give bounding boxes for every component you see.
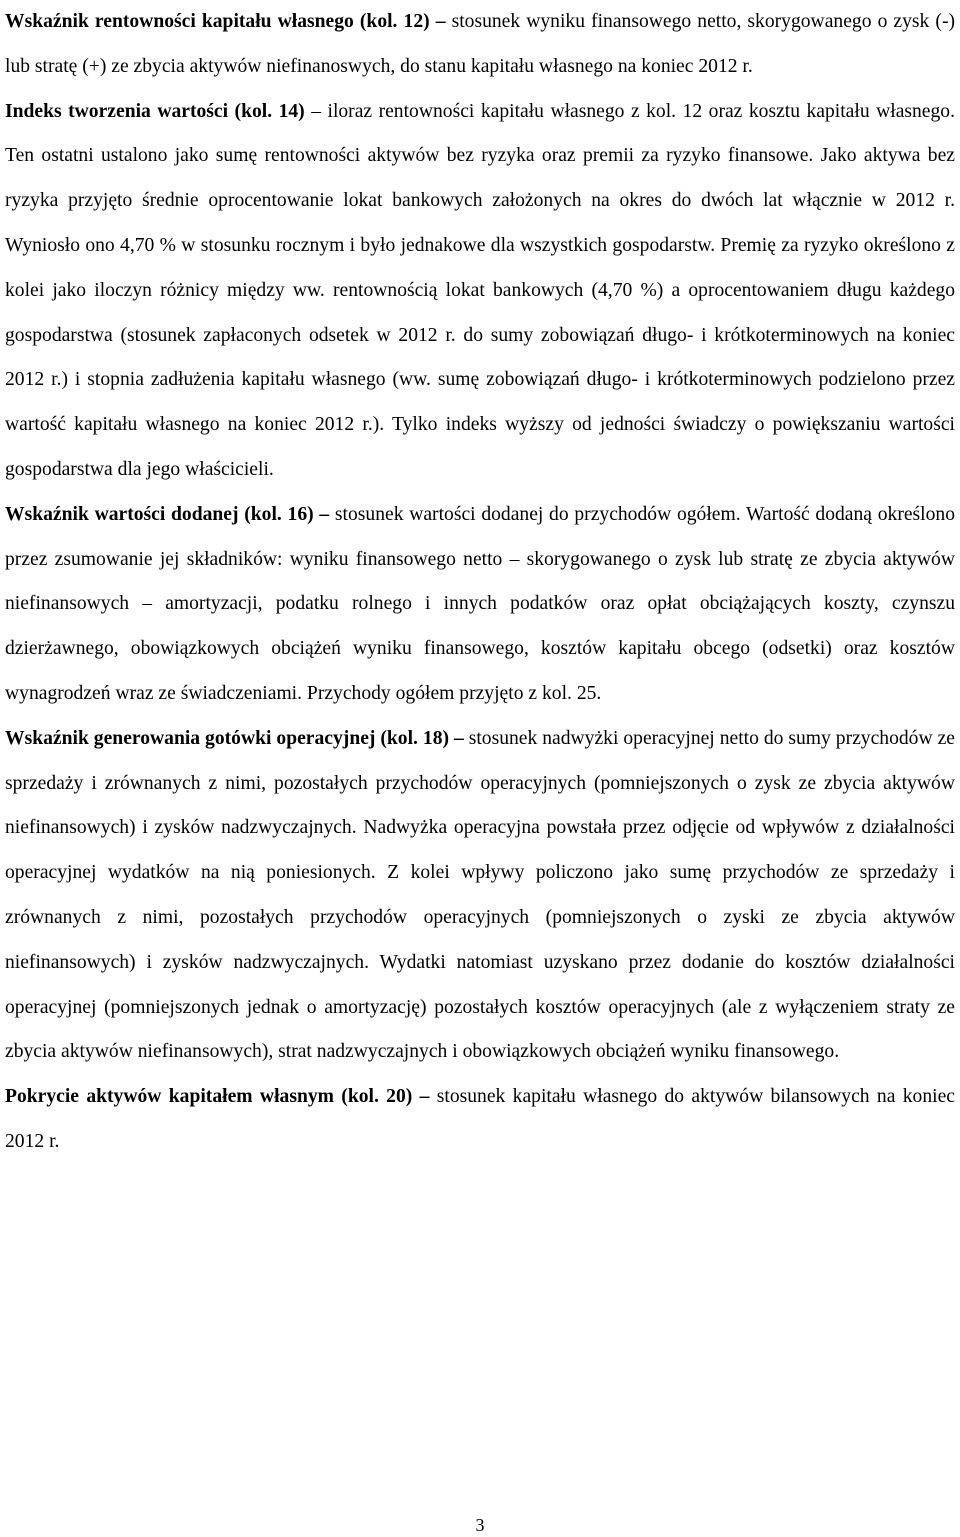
paragraph-value-added-ratio bbox=[5, 493, 955, 717]
term-value-creation-index: Indeks tworzenia wartości (kol. 14) bbox=[5, 100, 305, 122]
term-operating-cash-ratio: Wskaźnik generowania gotówki operacyjnej (kol. 18) – bbox=[5, 727, 464, 749]
paragraph-return-on-equity bbox=[5, 0, 955, 90]
paragraph-value-creation-index bbox=[5, 90, 955, 493]
term-equity-coverage: Pokrycie aktywów kapitałem własnym (kol. 20) – bbox=[5, 1086, 430, 1108]
definition-equity-coverage: stosunek kapitału własnego do aktywów bilansowych na koniec 2012 r. bbox=[5, 1086, 955, 1152]
definition-operating-cash-ratio: stosunek nadwyżki operacyjnej netto do sumy przychodów ze sprzedaży i zrównanych z nimi, pozostałych przychodów operacyjnych (pomniejszonych o zysk ze zbycia aktywów niefinansowych) i zysków nadzwyczajnych. Nadwyżka operacyjna powstała przez odjęcie od wpływów z działalności operacyjnej wydatków na nią poniesionych. Z kolei wpływy policzono jako sumę przychodów ze sprzedaży i zrównanych z nimi, pozostałych przychodów operacyjnych (pomniejszonych o zyski ze zbycia aktywów niefinansowych) i zysków nadzwyczajnych. Wydatki natomiast uzyskano przez dodanie do kosztów działalności operacyjnej (pomniejszonych jednak o amortyzację) pozostałych kosztów operacyjnych (ale z wyłączeniem straty ze zbycia aktywów niefinansowych), strat nadzwyczajnych i obowiązkowych obciążeń wyniku finansowego. bbox=[5, 727, 955, 1063]
definition-value-added-ratio: stosunek wartości dodanej do przychodów ogółem. Wartość dodaną określono przez zsumowanie jej składników: wyniku finansowego netto – skorygowanego o zysk lub stratę ze zbycia aktywów niefinansowych – amortyzacji, podatku rolnego i innych podatków oraz opłat obciążających koszty, czynszu dzierżawnego, obowiązkowych obciążeń wyniku finansowego, kosztów kapitału obcego (odsetki) oraz kosztów wynagrodzeń wraz ze świadczeniami. Przychody ogółem przyjęto z kol. 25. bbox=[5, 503, 955, 704]
paragraph-operating-cash-ratio bbox=[5, 717, 955, 1075]
term-return-on-equity: Wskaźnik rentowności kapitału własnego (kol. 12) – bbox=[5, 11, 446, 32]
definition-value-creation-index: – iloraz rentowności kapitału własnego z kol. 12 oraz kosztu kapitału własnego. Ten ostatni ustalono jako sumę rentowności aktywów bez ryzyka oraz premii za ryzyko finansowe. Jako aktywa bez ryzyka przyjęto średnie oprocentowanie lokat bankowych założonych na okres do dwóch lat włącznie w 2012 r. Wyniosło ono 4,70 % w stosunku rocznym i było jednakowe dla wszystkich gospodarstw. Premię za ryzyko określono z kolei jako iloczyn różnicy między ww. rentownością lokat bankowych (4,70 %) a oprocentowaniem długu każdego gospodarstwa (stosunek zapłaconych odsetek w 2012 r. do sumy zobowiązań długo- i krótkoterminowych na koniec 2012 r.) i stopnia zadłużenia kapitału własnego (ww. sumę zobowiązań długo- i krótkoterminowych podzielono przez wartość kapitału własnego na koniec 2012 r.). Tylko indeks wyższy od jedności świadczy o powiększaniu wartości gospodarstwa dla jego właścicieli. bbox=[5, 100, 956, 480]
term-value-added-ratio: Wskaźnik wartości dodanej (kol. 16) – bbox=[5, 503, 330, 525]
page-number: 3 bbox=[475, 1515, 485, 1535]
definition-return-on-equity: stosunek wyniku finansowego netto, skorygowanego o zysk (-) lub stratę (+) ze zbycia aktywów niefinanoswych, do stanu kapitału własnego na koniec 2012 r. bbox=[5, 11, 955, 77]
paragraph-equity-coverage bbox=[5, 1075, 955, 1165]
document-page bbox=[5, 0, 955, 1165]
